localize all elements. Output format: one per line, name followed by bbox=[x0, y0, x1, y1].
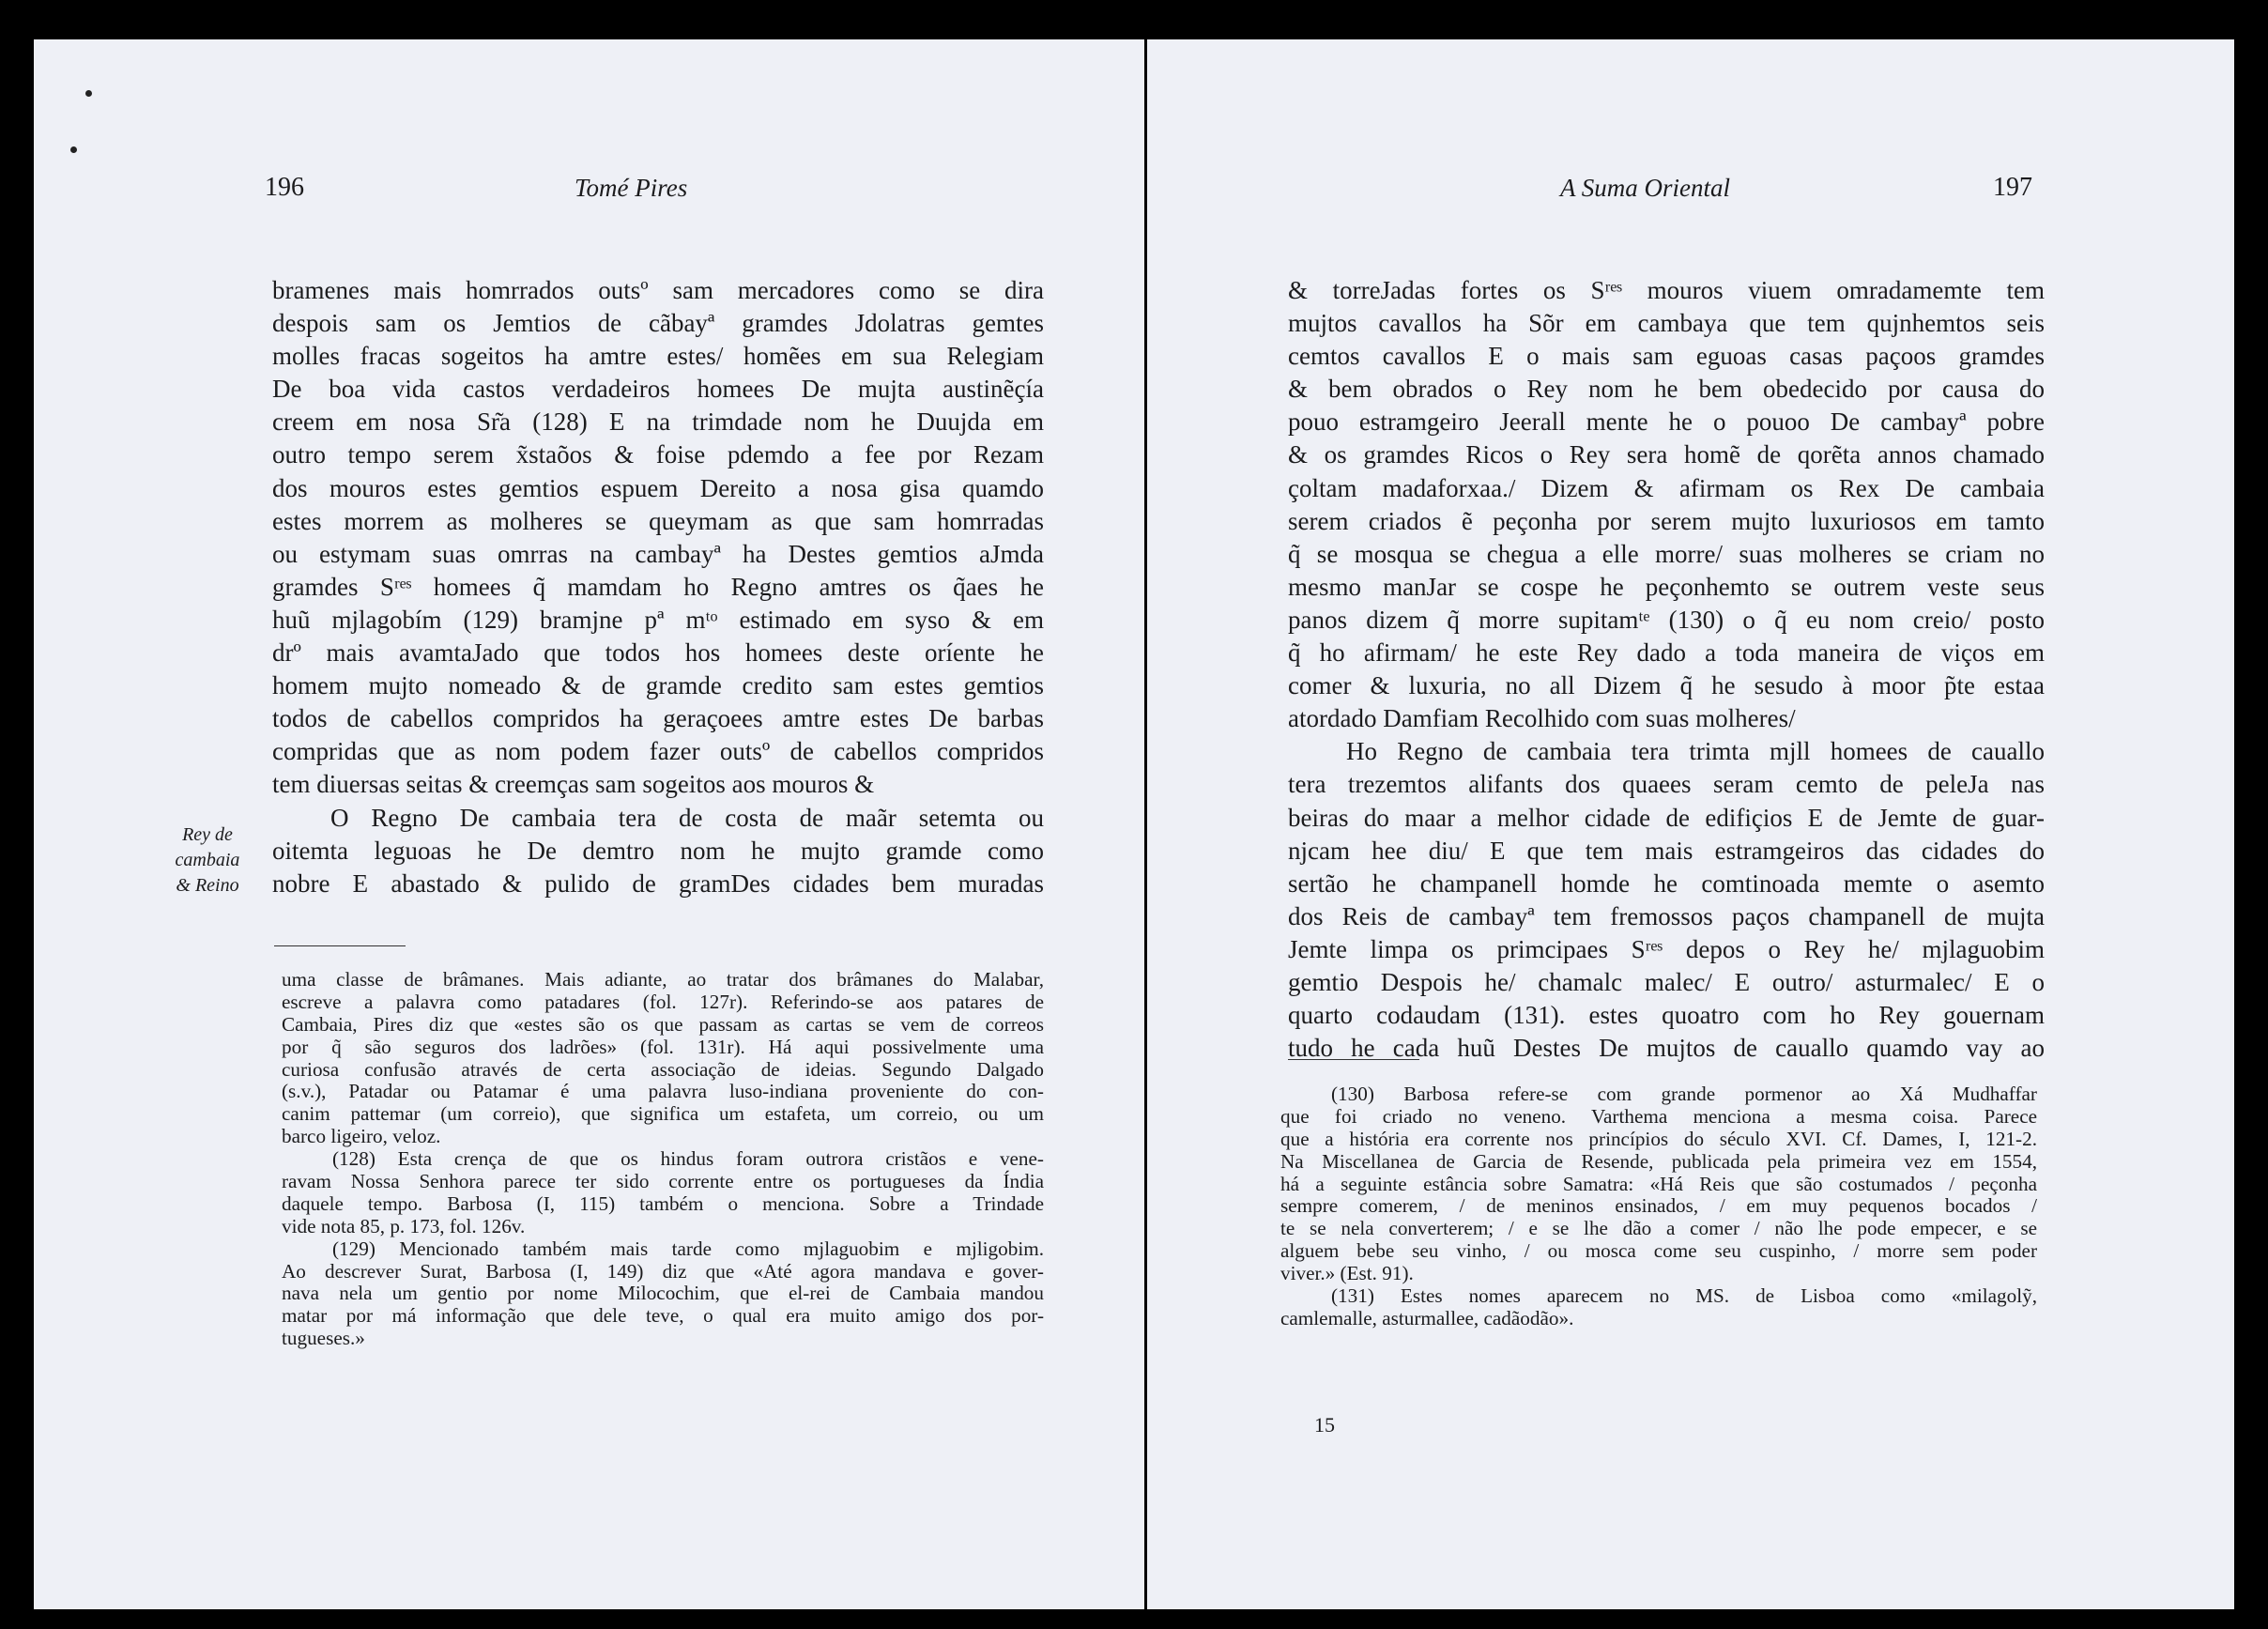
text-line: dos Reis de cambayª tem fremossos paços champanell de mujta bbox=[1288, 901, 2045, 930]
text-line: despois sam os Jemtios de cãbayª gramdes Jdolatras gemtes bbox=[272, 309, 1044, 338]
main-text bbox=[1288, 274, 2045, 1065]
footnote-line: (s.v.), Patadar ou Patamar é uma palavra luso-indiana proveniente do con- bbox=[282, 1080, 1044, 1103]
footnote-line: nava nela um gentio por nome Milocochim, que el-rei de Cambaia mandou bbox=[282, 1282, 1044, 1305]
margin-note-line: & Reino bbox=[176, 875, 239, 896]
text-line: q̃ ho afirmam/ he este Rey dado a toda maneira de viços em bbox=[1288, 638, 2045, 668]
footnote-line: curiosa confusão através de certa associação de ideias. Segundo Dalgado bbox=[282, 1057, 1044, 1081]
text-line: homem mujto nomeado & de gramde credito sam estes gemtios bbox=[272, 671, 1044, 700]
text-line: ou estymam suas omrras na cambayª ha Destes gemtios aJmda bbox=[272, 539, 1044, 568]
text-line: quarto codaudam (131). estes quoatro com ho Rey gouernam bbox=[1288, 1001, 2045, 1030]
footnote-line: (129) Mencionado também mais tarde como mjlaguobim e mjligobim. bbox=[332, 1237, 1044, 1260]
text-line: tera trezemtos alifants dos quaees seram cemto de peleJa nas bbox=[1288, 770, 2045, 799]
text-line: q̃ se mosqua se chegua a elle morre/ suas molheres se criam no bbox=[1288, 539, 2045, 568]
text-line: gemtio Despois he/ chamalc malec/ E outro/ asturmalec/ E o bbox=[1288, 967, 2045, 996]
footnote-line: Na Miscellanea de Garcia de Resende, publicada pela primeira vez em 1554, bbox=[1280, 1149, 2037, 1173]
text-line: creem em nosa Sr͂a (128) E na trimdade nom he Duujda em bbox=[272, 407, 1044, 437]
text-line: çoltam madaforxaa./ Dizem & afirmam os Rex De cambaia bbox=[1288, 473, 2045, 502]
footnote-rule bbox=[1288, 1059, 1419, 1060]
text-line: cemtos cavallos E o mais sam eguoas casas paçoos gramdes bbox=[1288, 342, 2045, 371]
text-line: Ho Regno de cambaia tera trimta mjll homees de cauallo bbox=[1346, 737, 2045, 766]
text-line: gramdes Sʳᵉˢ homees q̃ mamdam ho Regno amtres os q̃aes he bbox=[272, 572, 1044, 601]
text-line: nobre E abastado & pulido de gramDes cidades bem muradas bbox=[272, 868, 1044, 898]
margin-note-line: Rey de bbox=[182, 824, 233, 845]
text-line: serem criados ẽ peçonha por serem mujto luxuriosos em tamto bbox=[1288, 506, 2045, 535]
text-line: molles fracas sogeitos ha amtre estes/ homẽes em sua Relegiam bbox=[272, 342, 1044, 371]
footnote-line: camlemalle, asturmallee, cadãodão». bbox=[1280, 1306, 1574, 1329]
text-line: & torreJadas fortes os Sʳᵉˢ mouros viuem omradamemte tem bbox=[1288, 276, 2045, 304]
footnote-line: canim pattemar (um correio), que significa um estafeta, um correio, ou um bbox=[282, 1102, 1044, 1126]
text-line: bramenes mais homrrados outsº sam mercadores como se dira bbox=[272, 276, 1044, 304]
footnote-line: te se nela converterem; / e se lhe dão a comer / não lhe pode empecer, e se bbox=[1280, 1217, 2037, 1240]
text-line: De boa vida castos verdadeiros homees De mujta austinẽçía bbox=[272, 375, 1044, 404]
footnote-line: sempre comerem, / de meninos ensinados, / em muy pequenos bocados / bbox=[1280, 1194, 2037, 1218]
footnote-line: Cambaia, Pires diz que «estes são os que passam as cartas se vem de correos bbox=[282, 1012, 1044, 1036]
footnote-line: Ao descrever Surat, Barbosa (I, 149) diz que «Até agora mandava e gover- bbox=[282, 1259, 1044, 1283]
ink-speck bbox=[85, 90, 92, 97]
footnote-line: vide nota 85, p. 173, fol. 126v. bbox=[282, 1214, 526, 1237]
footnote-line: (131) Estes nomes aparecem no MS. de Lisboa como «milagolỹ, bbox=[1331, 1284, 2037, 1308]
footnote-line: ravam Nossa Senhora parece ter sido corrente entre os portugueses da Índia bbox=[282, 1170, 1044, 1193]
footnote-line: (130) Barbosa refere-se com grande pormenor ao Xá Mudhaffar bbox=[1331, 1083, 2037, 1105]
page-number: 196 bbox=[265, 173, 304, 202]
running-head: Tomé Pires bbox=[575, 174, 688, 202]
text-line: estes morrem as molheres se queymam as que sam homrradas bbox=[272, 506, 1044, 535]
margin-note bbox=[156, 822, 259, 899]
footnote-line: viver.» (Est. 91). bbox=[1280, 1262, 1414, 1285]
footnote-line: escreve a palavra como patadares (fol. 127r). Referindo-se aos patares de bbox=[282, 990, 1044, 1013]
footnote-line: tugueses.» bbox=[282, 1327, 365, 1350]
right-page bbox=[1147, 39, 2234, 1609]
text-line: atordado Damfiam Recolhido com suas molheres/ bbox=[1288, 704, 1796, 733]
text-line: O Regno De cambaia tera de costa de maãr setemta ou bbox=[330, 803, 1044, 832]
text-line: huũ mjlagobím (129) bramjne pª mᵗᵒ estimado em syso & em bbox=[272, 605, 1044, 634]
text-line: comer & luxuria, no all Dizem q̃ he sesudo à moor p̃te estaa bbox=[1288, 671, 2045, 700]
text-line: mesmo manJar se cospe he peçonhemto se outrem veste seus bbox=[1288, 572, 2045, 601]
footnote-line: daquele tempo. Barbosa (I, 115) também o menciona. Sobre a Trindade bbox=[282, 1191, 1044, 1215]
page-number: 197 bbox=[1993, 173, 2032, 202]
footnote-line: há a seguinte estância sobre Samatra: «Há Reis que são costumados / peçonha bbox=[1280, 1172, 2037, 1195]
text-line: tudo he cada huũ Destes De mujtos de cauallo quamdo vay ao bbox=[1288, 1034, 2045, 1063]
footnotes bbox=[1280, 1083, 2037, 1330]
footnote-line: matar por má informação que dele teve, o qual era muito amigo dos por- bbox=[282, 1304, 1044, 1328]
text-line: compridas que as nom podem fazer outsº de cabellos compridos bbox=[272, 737, 1044, 766]
text-line: drº mais avamtaJado que todos hos homees deste oríente he bbox=[272, 638, 1044, 668]
main-text bbox=[272, 274, 1044, 900]
left-page bbox=[34, 39, 1144, 1609]
footnotes bbox=[282, 969, 1044, 1350]
text-line: panos dizem q̃ morre supitamᵗᵉ (130) o q̃ eu nom creio/ posto bbox=[1288, 605, 2045, 634]
text-line: beiras do maar a melhor cidade de edifiçios E de Jemte de guar- bbox=[1288, 803, 2045, 832]
text-line: sertão he champanell homde he comtinoada memte o asemto bbox=[1288, 868, 2045, 898]
footnote-line: por q̃ são seguros dos ladrões» (fol. 131r). Há aqui possivelmente uma bbox=[282, 1035, 1044, 1058]
text-line: & bem obrados o Rey nom he bem obedecido por causa do bbox=[1288, 375, 2045, 404]
text-line: outro tempo serem x̃staõos & foise pdemdo a fee por Rezam bbox=[272, 440, 1044, 469]
footnote-rule bbox=[274, 945, 406, 946]
text-line: & os gramdes Ricos o Rey sera homẽ de qorẽta annos chamado bbox=[1288, 440, 2045, 469]
text-line: tem diuersas seitas & creemças sam sogeitos aos mouros & bbox=[272, 770, 875, 799]
footnote-line: barco ligeiro, veloz. bbox=[282, 1125, 441, 1148]
footnote-line: que foi criado no veneno. Varthema menciona a mesma coisa. Parece bbox=[1280, 1104, 2037, 1128]
margin-note-line: cambaia bbox=[175, 850, 240, 870]
text-line: todos de cabellos compridos ha geraçoees amtre estes De barbas bbox=[272, 704, 1044, 733]
text-line: mujtos cavallos ha Sõr em cambaya que tem qujnhemtos seis bbox=[1288, 309, 2045, 338]
signature-mark: 15 bbox=[1314, 1413, 1335, 1437]
text-line: njcam hee diu/ E que tem mais estramgeiros das cidades do bbox=[1288, 836, 2045, 865]
ink-speck bbox=[70, 146, 77, 153]
footnote-line: (128) Esta crença de que os hindus foram outrora cristãos e vene- bbox=[332, 1147, 1044, 1171]
footnote-line: uma classe de brâmanes. Mais adiante, ao tratar dos brâmanes do Malabar, bbox=[282, 968, 1044, 991]
text-line: oitemta leguoas he De demtro nom he mujto gramde como bbox=[272, 836, 1044, 865]
footnote-line: alguem bebe seu vinho, / ou mosca come seu cuspinho, / morre sem poder bbox=[1280, 1239, 2037, 1263]
text-line: dos mouros estes gemtios espuem Dereito a nosa gisa quamdo bbox=[272, 473, 1044, 502]
text-line: pouo estramgeiro Jeerall mente he o pouoo De cambayª pobre bbox=[1288, 407, 2045, 437]
text-line: Jemte limpa os primcipaes Sʳᵉˢ depos o Rey he/ mjlaguobim bbox=[1288, 934, 2045, 963]
footnote-line: que a história era corrente nos princípios do século XVI. Cf. Dames, I, 121-2. bbox=[1280, 1127, 2037, 1150]
running-head: A Suma Oriental bbox=[1560, 174, 1730, 202]
